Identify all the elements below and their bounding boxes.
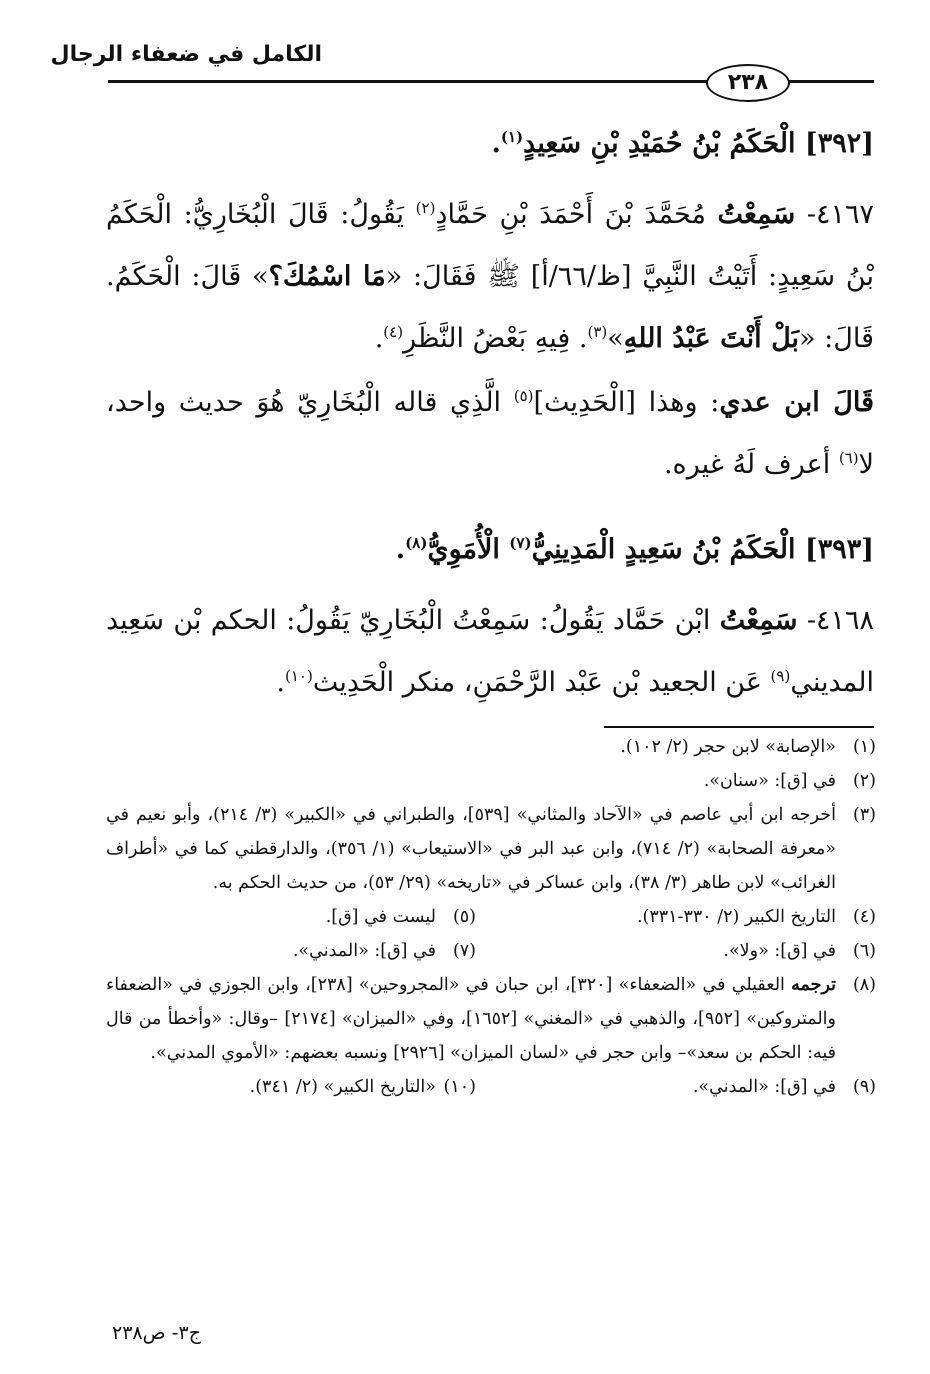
footnote-row-4-5 xyxy=(106,900,876,934)
page-number: ٢٣٨ xyxy=(706,64,790,102)
footnote-9: (٩) في [ق]: «المدني». xyxy=(692,1077,876,1097)
ibn-adi-comment xyxy=(106,372,874,496)
footnote-10: (١٠) «التاريخ الكبير» (٢/ ٣٤١). xyxy=(249,1077,476,1097)
footnote-3: (٣) أخرجه ابن أبي عاصم في «الآحاد والمثاني» [٥٣٩]، والطبراني في «الكبير» (٣/ ٢١٤)، وأبو نعيم في «معرفة الصحابة» (٢/ ٧١٤)، وابن عبد البر في «الاستيعاب» (١/ ٣٥٦)، والدارقطني كما في «أطراف الغرائب» لابن طاهر (٣/ ٣٨)، وابن عساكر في «تاريخه» (٢٩/ ٥٣)، من حديث الحكم به. xyxy=(106,805,876,893)
entry-392 xyxy=(106,124,874,164)
paragraph: ٤١٦٨- سَمِعْتُ ابْن حَمَّاد يَقُولُ: سَمِعْتُ الْبُخَارِيّ يَقُولُ: الحكم بْن سَعِيد المديني$^{(٩)}$ عَن الجعيد بْن عَبْد الرَّحْمَنِ، منكر الْحَدِيث$^{(١٠)}$. xyxy=(106,605,874,698)
footnote-2: (٢) في [ق]: «سنان». xyxy=(703,771,876,791)
entry-393 xyxy=(106,530,874,570)
hadith-4167 xyxy=(106,184,874,370)
entry-title: [٣٩٢] الْحَكَمُ بْنُ حُمَيْدِ بْنِ سَعِيدٍ$^{(١)}$. xyxy=(491,128,874,159)
footnote-5: (٥) ليست في [ق]. xyxy=(325,907,476,927)
footnotes xyxy=(106,730,876,1104)
book-title: الكامل في ضعفاء الرجال xyxy=(50,42,322,67)
footnote-7: (٧) في [ق]: «المدني». xyxy=(292,941,476,961)
footnote-row-9-10 xyxy=(106,1070,876,1104)
footnote-6: (٦) في [ق]: «ولا». xyxy=(723,941,876,961)
footnote-4: (٤) التاريخ الكبير (٢/ ٣٣٠-٣٣١). xyxy=(636,907,876,927)
footnote-row-6-7 xyxy=(106,934,876,968)
paragraph: ٤١٦٧- سَمِعْتُ مُحَمَّدَ بْنَ أَحْمَدَ بْنِ حَمَّادٍ$^{(٢)}$ يَقُولُ: قَالَ الْبُخَارِيُّ: الْحَكَمُ بْنُ سَعِيدٍ: أَتَيْتُ النَّبِيَّ [ظ/٦٦/أ] ﷺ فَقَالَ: «مَا اسْمُكَ؟» قَالَ: الْحَكَمُ. قَالَ: «بَلْ أَنْتَ عَبْدُ اللهِ»$^{(٣)}$. فِيهِ بَعْضُ النَّظَرِ$^{(٤)}$. xyxy=(106,199,874,354)
hadith-4168 xyxy=(106,590,874,714)
footnote-8: (٨) ترجمه العقيلي في «الضعفاء» [٣٢٠]، ابن حبان في «المجروحين» [٢٣٨]، وابن الجوزي في «الضعفاء والمتروكين» [٩٥٢]، والذهبي في «المغني» [١٦٥٢]، وفي «الميزان» [٢١٧٤] –وقال: «وأخطأ من قال فيه: الحكم بن سعد»– وابن حجر في «لسان الميزان» [٢٩٢٦] ونسبه بعضهم: «الأموي المدني». xyxy=(106,975,876,1063)
entry-title: [٣٩٣] الْحَكَمُ بْنُ سَعِيدٍ الْمَدِينِيُّ$^{(٧)}$ الْأُمَوِيُّ$^{(٨)}$. xyxy=(395,534,874,565)
footnote-1: (١) «الإصابة» لابن حجر (٢/ ١٠٢). xyxy=(620,737,876,757)
paragraph: قَالَ ابن عدي: وهذا [الْحَدِيث]$^{(٥)}$ الَّذِي قاله الْبُخَارِيّ هُوَ حديث واحد، لا$^{(٦)}$ أعرف لَهُ غيره. xyxy=(106,387,875,480)
footnote-separator xyxy=(604,726,874,728)
volume-page-ref: ج٣- ص٢٣٨ xyxy=(112,1322,201,1344)
